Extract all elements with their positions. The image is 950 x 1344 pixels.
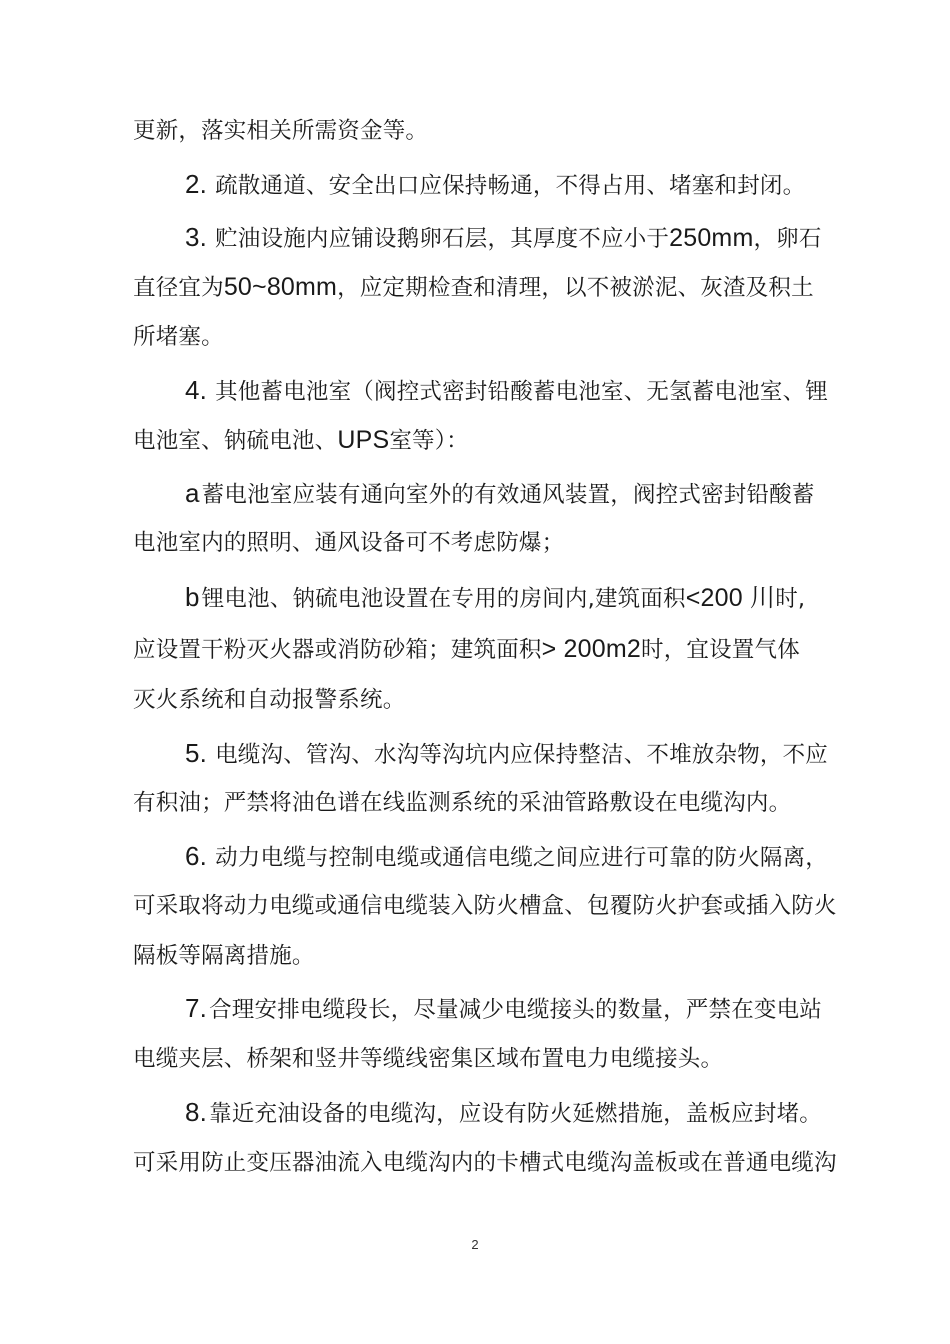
line-text: 电缆沟、管沟、水沟等沟坑内应保持整洁、不堆放杂物，不应 (215, 742, 828, 768)
numbered-item-7 (185, 993, 822, 1025)
line-text: 时，宜设置气体 (641, 637, 800, 663)
text-line (133, 528, 564, 558)
line-text: 其他蓄电池室（阀控式密封铅酸蓄电池室、无氢蓄电池室、锂 (215, 379, 828, 405)
numbered-item-8 (185, 1097, 822, 1129)
line-text: 可采取将动力电缆或通信电缆装入防火槽盒、包覆防火护套或插入防火 (133, 893, 837, 919)
text-line (133, 116, 428, 146)
numbered-item-4 (185, 375, 828, 407)
line-text: 蓄电池室应装有通向室外的有效通风装置，阀控式密封铅酸蓄 (201, 482, 815, 508)
numbered-item-2 (185, 169, 805, 201)
line-text: 应设置干粉灭火器或消防砂箱；建筑面积 (133, 637, 542, 663)
item-number: 3. (185, 222, 208, 252)
line-text: 电缆夹层、桥架和竖井等缆线密集区域布置电力电缆接头。 (133, 1046, 724, 1072)
numbered-item-3 (185, 222, 822, 254)
abbreviation: UPS (337, 426, 390, 454)
measurement-value: <200 川 (685, 584, 776, 612)
item-number: 4. (185, 375, 208, 405)
text-line (133, 941, 315, 971)
line-text: 室等）： (389, 428, 469, 454)
text-line (133, 891, 837, 921)
text-line (133, 1148, 837, 1178)
text-line (133, 634, 800, 665)
line-text: 更新，落实相关所需资金等。 (133, 118, 429, 144)
line-text: 锂电池、钠硫电池设置在专用的房间内,建筑面积 (201, 586, 686, 612)
text-line (133, 685, 405, 715)
item-number: 5. (185, 738, 208, 768)
line-text: 合理安排电缆段长，尽量减少电缆接头的数量，严禁在变电站 (209, 997, 822, 1023)
text-line (133, 788, 791, 818)
measurement-value: 250mm (669, 224, 754, 252)
text-line (133, 322, 224, 352)
item-number: 6. (185, 841, 208, 871)
sub-item-a (185, 478, 815, 510)
page-number: 2 (471, 1237, 479, 1252)
line-text: 可采用防止变压器油流入电缆沟内的卡槽式电缆沟盖板或在普通电缆沟 (133, 1150, 837, 1176)
item-number: 8. (185, 1097, 208, 1127)
line-text: 有积油；严禁将油色谱在线监测系统的采油管路敷设在电缆沟内。 (133, 790, 792, 816)
line-text: 直径宜为 (133, 275, 224, 301)
line-text: 疏散通道、安全出口应保持畅通，不得占用、堵塞和封闭。 (215, 173, 806, 199)
numbered-item-6 (185, 841, 828, 873)
line-text: 靠近充油设备的电缆沟，应设有防火延燃措施，盖板应封堵。 (209, 1101, 822, 1127)
item-number: 2. (185, 169, 208, 199)
text-line (133, 1044, 723, 1074)
numbered-item-5 (185, 738, 828, 770)
sub-item-b (185, 582, 805, 614)
line-text: ，卵石 (753, 226, 822, 252)
line-text: ，应定期检查和清理，以不被淤泥、灰渣及积土 (337, 275, 814, 301)
text-line (133, 425, 469, 456)
item-letter: b (185, 582, 200, 612)
line-text: 灭火系统和自动报警系统。 (133, 687, 406, 713)
line-text: 所堵塞。 (133, 324, 224, 350)
line-text: 电池室、钠硫电池、 (133, 428, 338, 454)
line-text: 电池室内的照明、通风设备可不考虑防爆； (133, 530, 565, 556)
item-number: 7. (185, 993, 208, 1023)
line-text: 隔板等隔离措施。 (133, 943, 315, 969)
text-line (133, 272, 814, 303)
measurement-value: 50~80mm (223, 273, 338, 301)
item-letter: a (185, 478, 200, 508)
line-text: 贮油设施内应铺设鹅卵石层，其厚度不应小于 (215, 226, 670, 252)
line-text: 时, (775, 586, 806, 612)
measurement-value: > 200m2 (541, 635, 641, 663)
line-text: 动力电缆与控制电缆或通信电缆之间应进行可靠的防火隔离， (215, 845, 828, 871)
